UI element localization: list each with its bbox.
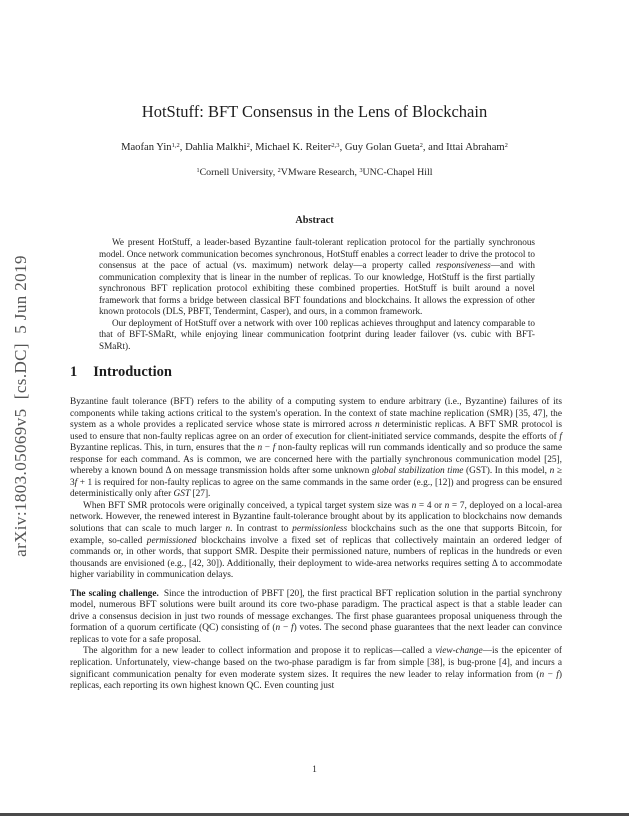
section-number: 1 <box>70 364 78 380</box>
abstract-body <box>99 237 535 352</box>
abstract-heading: Abstract <box>295 215 334 226</box>
page-number: 1 <box>312 765 317 775</box>
section-title: Introduction <box>93 364 172 380</box>
abstract-paragraph: We present HotStuff, a leader-based Byzantine fault-tolerant replication protocol for the partially synchronous model. Once network communication becomes synchronous, HotStuff enables a correct leader to drive the protocol to consensus at the pace of actual (vs. maximum) network delay—a property called responsiveness—and with communication complexity that is linear in the number of replicas. To our knowledge, HotStuff is the first partially synchronous BFT replication protocol exhibiting these combined properties. HotStuff is built around a novel framework that forms a bridge between classical BFT foundations and blockchains. It allows the expression of other known protocols (DLS, PBFT, Tendermint, Casper), and ours, in a common framework. <box>99 237 535 317</box>
page-bottom-edge <box>0 813 629 816</box>
body-paragraph: The algorithm for a new leader to collect information and propose it to replicas—called a view-change—is the epicenter of replication. Unfortunately, view-change based on the two-phase paradigm is far from simple [38], is bug-prone [4], and incurs a significant communication penalty for even moderate system sizes. It requires the new leader to relay information from (n − f) replicas, each reporting its own highest known QC. Even counting just <box>70 646 562 692</box>
affiliations-line: $^1$Cornell University, $^2$VMware Research, $^3$UNC-Chapel Hill <box>196 167 433 178</box>
paper-title: HotStuff: BFT Consensus in the Lens of Blockchain <box>141 102 488 121</box>
introduction-body <box>70 397 562 693</box>
arxiv-watermark: arXiv:1803.05069v5 [cs.DC] 5 Jun 2019 <box>11 255 30 557</box>
authors-line: Maofan Yin$^{1,2}$, Dahlia Malkhi$^2$, Michael K. Reiter$^{2,3}$, Guy Golan Gueta$^2$, and Ittai Abraham$^2$ <box>121 142 508 153</box>
abstract-paragraph: Our deployment of HotStuff over a network with over 100 replicas achieves throughput and latency comparable to that of BFT-SMaRt, while enjoying linear communication footprint during leader failover (vs. cubic with BFT-SMaRt). <box>99 317 535 351</box>
section-heading <box>70 364 172 381</box>
body-paragraph: Byzantine fault tolerance (BFT) refers to the ability of a computing system to endure arbitrary (i.e., Byzantine) failures of its components while taking actions critical to the system's operation. In the context of state machine replication (SMR) [35, 47], the system as a whole provides a replicated service whose state is mirrored across n deterministic replicas. A BFT SMR protocol is used to ensure that non-faulty replicas agree on an order of execution for client-initiated service commands, despite the efforts of f Byzantine replicas. This, in turn, ensures that the n − f non-faulty replicas will run commands identically and so produce the same response for each command. As is common, we are concerned here with the partially synchronous communication model [25], whereby a known bound Δ on message transmission holds after some unknown global stabilization time (GST). In this model, n ≥ 3f + 1 is required for non-faulty replicas to agree on the same commands in the same order (e.g., [12]) and progress can be ensured deterministically only after GST [27]. <box>70 397 562 500</box>
body-paragraph: When BFT SMR protocols were originally conceived, a typical target system size was n = 4 or n = 7, deployed on a local-area network. However, the renewed interest in Byzantine fault-tolerance brought about by its application to blockchains now demands solutions that can scale to much larger n. In contrast to permissionless blockchains such as the one that supports Bitcoin, for example, so-called permissioned blockchains involve a fixed set of replicas that collectively maintain an ordered ledger of commands or, in other words, that support SMR. Despite their permissioned nature, numbers of replicas in the hundreds or even thousands are envisioned (e.g., [42, 30]). Additionally, their deployment to wide-area networks requires setting Δ to accommodate higher variability in communication delays. <box>70 500 562 581</box>
body-paragraph: The scaling challenge. Since the introduction of PBFT [20], the first practical BFT replication solution in the partial synchrony model, numerous BFT solutions were built around its core two-phase paradigm. The practical aspect is that a stable leader can drive a consensus decision in just two rounds of message exchanges. The first phase guarantees proposal uniqueness through the formation of a quorum certificate (QC) consisting of (n − f) votes. The second phase guarantees that the next leader can convince replicas to vote for a safe proposal. <box>70 588 562 645</box>
